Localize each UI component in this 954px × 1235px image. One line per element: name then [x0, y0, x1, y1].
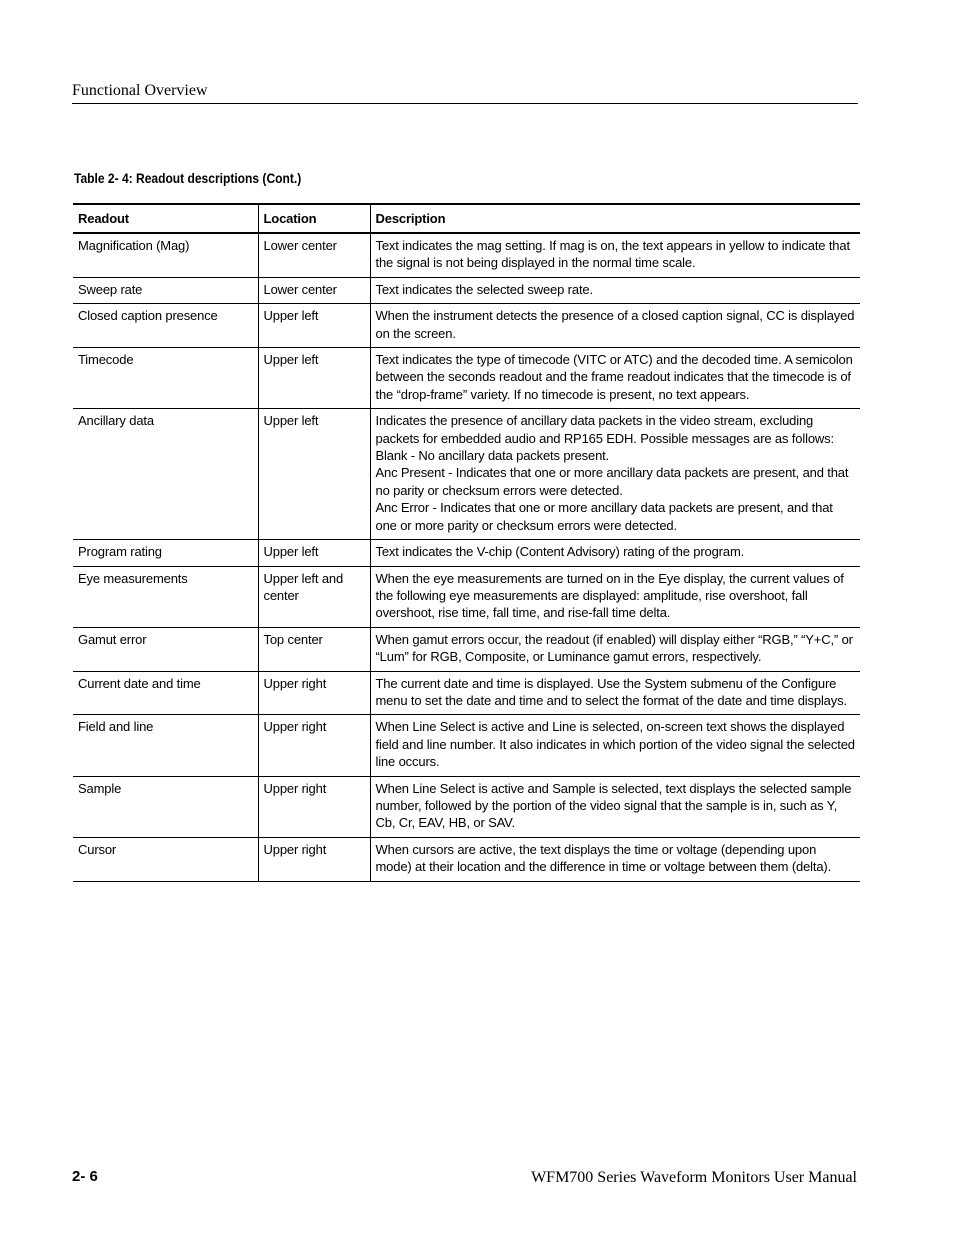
description-line: Blank - No ancillary data packets present.	[375, 448, 610, 464]
location-cell: Upper right	[258, 671, 370, 715]
readout-table	[73, 203, 860, 882]
table-row	[73, 671, 860, 715]
readout-table-container	[73, 203, 860, 882]
description-cell: When Line Select is active and Line is selected, on-screen text shows the displayed field and line number. It also indicates in which portion of the video signal the selected line occurs.	[370, 715, 860, 776]
table-row	[73, 776, 860, 837]
manual-title: WFM700 Series Waveform Monitors User Manual	[531, 1169, 857, 1186]
description-cell: When the eye measurements are turned on in the Eye display, the current values of the following eye measurements are displayed: amplitude, rise overshoot, fall overshoot, rise time, fall time, and rise-fall time delta.	[370, 566, 860, 627]
page-number: 2- 6	[72, 1168, 98, 1185]
column-header-readout: Readout	[78, 211, 129, 226]
column-header-description: Description	[370, 204, 860, 233]
location-cell: Top center	[258, 627, 370, 671]
section-title: Functional Overview	[72, 82, 208, 99]
readout-cell: Ancillary data	[73, 409, 258, 540]
description-cell: Text indicates the V-chip (Content Advisory) rating of the program.	[370, 540, 860, 566]
location-cell: Lower center	[258, 277, 370, 303]
table-row	[73, 715, 860, 776]
description-cell: When gamut errors occur, the readout (if enabled) will display either “RGB,” “Y+C,” or “Lum” for RGB, Composite, or Luminance gamut errors, respectively.	[370, 627, 860, 671]
table-row	[73, 627, 860, 671]
table-row	[73, 837, 860, 881]
running-header	[72, 81, 858, 104]
readout-cell: Gamut error	[73, 627, 258, 671]
readout-cell: Timecode	[73, 348, 258, 409]
readout-cell: Cursor	[73, 837, 258, 881]
description-cell: Text indicates the selected sweep rate.	[370, 277, 860, 303]
location-cell: Upper left	[258, 348, 370, 409]
table-row	[73, 566, 860, 627]
description-cell	[370, 409, 860, 540]
readout-cell: Magnification (Mag)	[73, 233, 258, 277]
readout-cell: Eye measurements	[73, 566, 258, 627]
table-row	[73, 277, 860, 303]
location-cell: Upper left	[258, 304, 370, 348]
location-cell: Upper right	[258, 837, 370, 881]
readout-cell: Field and line	[73, 715, 258, 776]
description-line: Indicates the presence of ancillary data packets in the video stream, excluding packets for embedded audio and RP165 EDH. Possible messages are as follows:	[375, 413, 834, 446]
table-row	[73, 409, 860, 540]
location-cell: Upper right	[258, 776, 370, 837]
readout-cell: Sweep rate	[73, 277, 258, 303]
description-cell: When cursors are active, the text displays the time or voltage (depending upon mode) at their location and the difference in time or voltage between them (delta).	[370, 837, 860, 881]
location-cell: Upper left	[258, 540, 370, 566]
column-header-location: Location	[258, 204, 370, 233]
table-caption: Table 2- 4: Readout descriptions (Cont.)	[74, 170, 302, 186]
table-row	[73, 233, 860, 277]
description-cell: When the instrument detects the presence of a closed caption signal, CC is displayed on the screen.	[370, 304, 860, 348]
readout-cell: Sample	[73, 776, 258, 837]
location-cell: Lower center	[258, 233, 370, 277]
readout-cell: Current date and time	[73, 671, 258, 715]
description-line: Anc Error - Indicates that one or more ancillary data packets are present, and that one or more parity or checksum errors were detected.	[375, 500, 833, 533]
readout-cell: Closed caption presence	[73, 304, 258, 348]
table-row	[73, 348, 860, 409]
table-header-row	[73, 204, 860, 233]
location-cell: Upper right	[258, 715, 370, 776]
table-row	[73, 540, 860, 566]
location-cell: Upper left and center	[258, 566, 370, 627]
description-cell: The current date and time is displayed. Use the System submenu of the Configure menu to set the date and time and to select the format of the date and time displays.	[370, 671, 860, 715]
description-cell: Text indicates the mag setting. If mag is on, the text appears in yellow to indicate that the signal is not being displayed in the normal time scale.	[370, 233, 860, 277]
readout-cell: Program rating	[73, 540, 258, 566]
description-cell: Text indicates the type of timecode (VITC or ATC) and the decoded time. A semicolon between the seconds readout and the frame readout indicates that the timecode is of the “drop-frame” variety. If no timecode is present, no text appears.	[370, 348, 860, 409]
description-cell: When Line Select is active and Sample is selected, text displays the selected sample number, followed by the portion of the video signal that the sample is in, such as Y, Cb, Cr, EAV, HB, or SAV.	[370, 776, 860, 837]
description-line: Anc Present - Indicates that one or more ancillary data packets are present, and that no parity or checksum errors were detected.	[375, 465, 849, 498]
table-row	[73, 304, 860, 348]
location-cell: Upper left	[258, 409, 370, 540]
